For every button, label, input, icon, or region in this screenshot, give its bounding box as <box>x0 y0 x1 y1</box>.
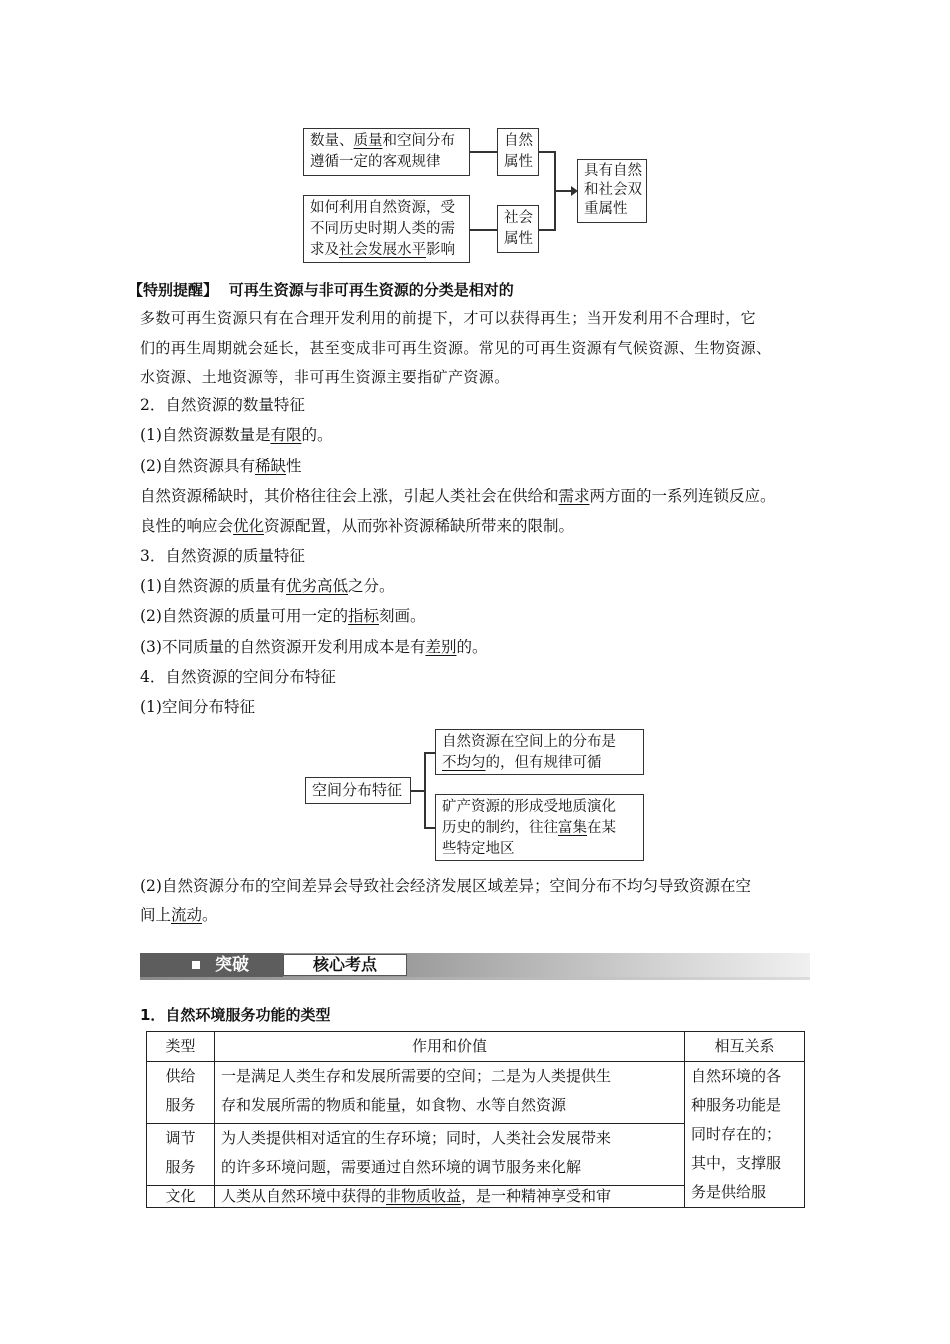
sec2-title: 2．自然资源的数量特征 <box>140 396 305 414</box>
sec4-p2-line2: 间上流动。 <box>140 906 218 924</box>
natural-attr-box: 自然 属性 <box>497 128 539 176</box>
note-line-1: 多数可再生资源只有在合理开发利用的前提下，才可以获得再生；当开发利用不合理时，它 <box>140 309 757 327</box>
distribution-box-2: 矿产资源的形成受地质演化 历史的制约，往往富集在某 些特定地区 <box>435 794 644 861</box>
note-line-2: 们的再生周期就会延长，甚至变成非可再生资源。常见的可再生资源有气候资源、生物资源、 <box>140 339 772 357</box>
sec2-p4: 良性的响应会优化资源配置，从而弥补资源稀缺所带来的限制。 <box>140 517 575 535</box>
natural-desc-text-a: 数量、 <box>310 133 354 149</box>
header-value: 作用和价值 <box>215 1032 685 1062</box>
sec2-p2: (2)自然资源具有稀缺性 <box>140 457 302 475</box>
square-bullet-icon <box>192 961 200 969</box>
banner-right-label: 核心考点 <box>283 954 407 976</box>
table-row: 调节 服务 为人类提供相对适宜的生存环境；同时，人类社会发展带来 的许多环境问题，需要通过自然环境的调节服务来化解 <box>147 1123 805 1185</box>
header-type: 类型 <box>147 1032 215 1062</box>
sec4-p2-line1: (2)自然资源分布的空间差异会导致社会经济发展区域差异；空间分布不均匀导致资源在空 <box>140 877 751 895</box>
sec3-title: 3．自然资源的质量特征 <box>140 547 305 565</box>
table-row: 文化 人类从自然环境中获得的非物质收益，是一种精神享受和审 <box>147 1185 805 1207</box>
sec3-p3: (3)不同质量的自然资源开发利用成本是有差别的。 <box>140 638 488 656</box>
natural-desc-line2: 遵循一定的客观规律 <box>310 154 441 170</box>
svc-title: 1．自然环境服务功能的类型 <box>140 1006 331 1024</box>
section-banner <box>140 953 810 977</box>
note-line-3: 水资源、土地资源等，非可再生资源主要指矿产资源。 <box>140 368 510 386</box>
result-box: 具有自然 和社会双 重属性 <box>577 159 647 223</box>
natural-desc-box <box>303 128 470 176</box>
natural-desc-text-b: 和空间分布 <box>382 133 455 149</box>
table-header-row <box>147 1032 805 1062</box>
natural-desc-underline: 质量 <box>353 133 383 149</box>
header-relation: 相互关系 <box>685 1032 805 1062</box>
note-heading-text: 可再生资源与非可再生资源的分类是相对的 <box>228 281 514 299</box>
banner-left-label: 突破 <box>215 955 249 975</box>
distribution-root-box: 空间分布特征 <box>305 777 411 804</box>
sec3-p2: (2)自然资源的质量可用一定的指标刻画。 <box>140 607 426 625</box>
note-heading <box>128 279 514 300</box>
sec4-p1: (1)空间分布特征 <box>140 698 255 716</box>
social-desc-box: 如何利用自然资源，受 不同历史时期人类的需 求及社会发展水平影响 <box>303 195 470 263</box>
note-title: 【特别提醒】 <box>128 281 219 299</box>
sec2-p1: (1)自然资源数量是有限的。 <box>140 426 333 444</box>
social-attr-box: 社会 属性 <box>497 205 539 253</box>
sec4-title: 4．自然资源的空间分布特征 <box>140 668 336 686</box>
sec2-p3: 自然资源稀缺时，其价格往往会上涨，引起人类社会在供给和需求两方面的一系列连锁反应。 <box>140 487 776 505</box>
table-row: 供给 服务 一是满足人类生存和发展所需要的空间；二是为人类提供生 存和发展所需的物质和能量，如食物、水等自然资源 自然环境的各 种服务功能是 同时存在的； 其中，支撑服 务是供给服 <box>147 1062 805 1124</box>
sec3-p1: (1)自然资源的质量有优劣高低之分。 <box>140 577 395 595</box>
service-table <box>146 1031 805 1208</box>
relation-cell: 自然环境的各 种服务功能是 同时存在的； 其中，支撑服 务是供给服 <box>685 1062 805 1208</box>
distribution-box-1: 自然资源在空间上的分布是 不均匀的，但有规律可循 <box>435 729 644 775</box>
